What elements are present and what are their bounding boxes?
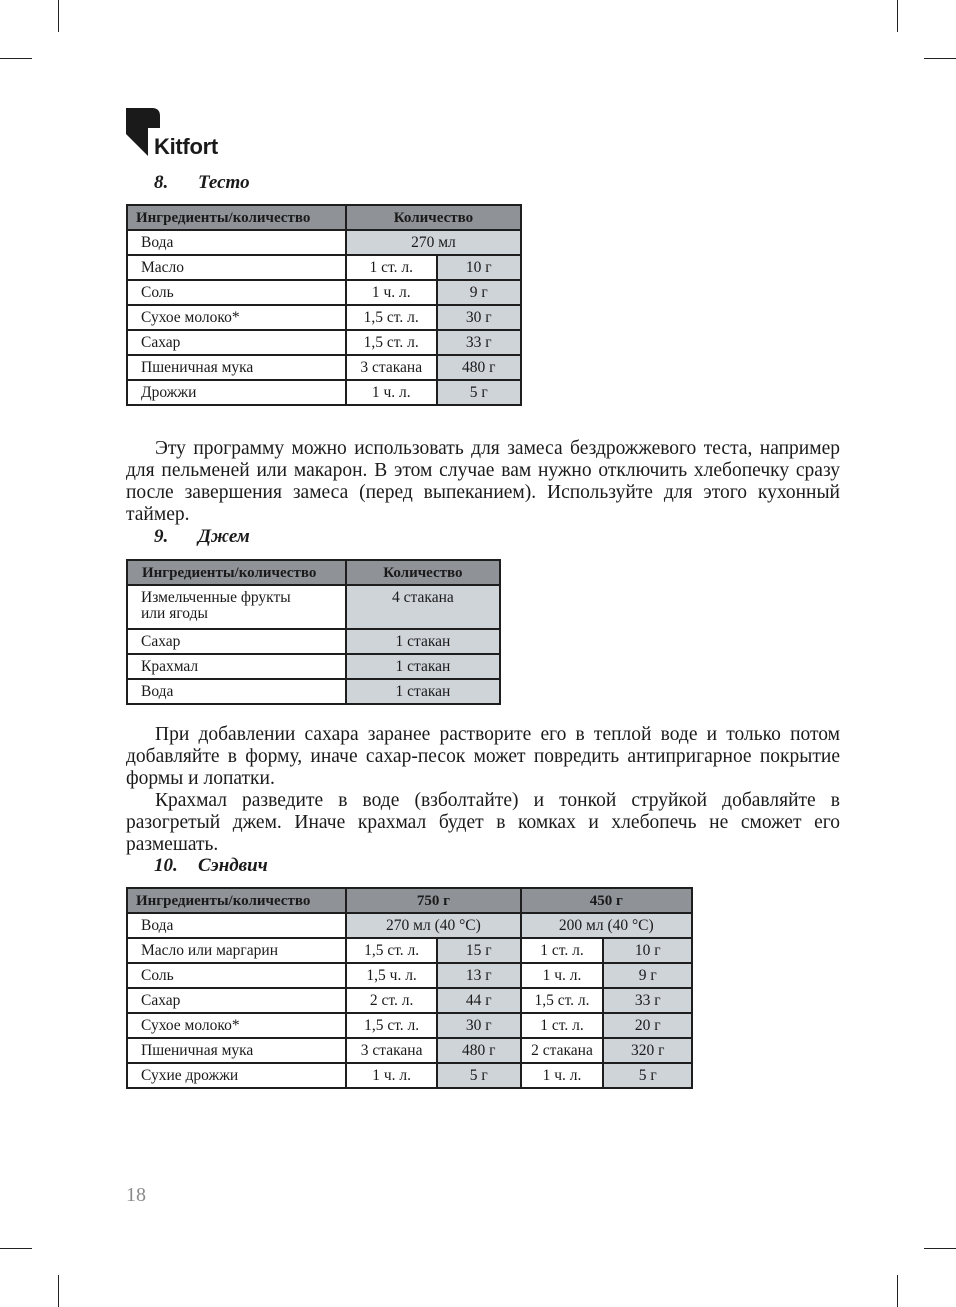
column-header: Ингредиенты/количество: [127, 560, 346, 585]
ingredient-name: Соль: [127, 280, 346, 305]
measure-cell: 1,5 ст. л.: [346, 938, 437, 963]
amount-cell: 1 стакан: [346, 654, 500, 679]
ingredient-name: Вода: [127, 679, 346, 704]
measure-cell: 1 ч. л.: [346, 280, 437, 305]
sandwich-table: [126, 887, 693, 1089]
section-number: 9.: [154, 526, 169, 547]
table-row: [127, 280, 521, 305]
amount-cell: 200 мл (40 °С): [521, 913, 692, 938]
amount-cell: 1 стакан: [346, 629, 500, 654]
ingredient-name: Соль: [127, 963, 346, 988]
ingredient-name: Сахар: [127, 330, 346, 355]
crop-mark: [58, 0, 59, 32]
ingredient-name: Сухое молоко*: [127, 1013, 346, 1038]
dough-table: [126, 204, 522, 406]
table-row: [127, 230, 521, 255]
section-name: Сэндвич: [198, 855, 268, 876]
weight-cell: 480 г: [437, 355, 521, 380]
measure-cell: 1,5 ст. л.: [346, 305, 437, 330]
weight-cell: 33 г: [603, 988, 692, 1013]
ingredient-name: Пшеничная мука: [127, 1038, 346, 1063]
amount-cell: 1 стакан: [346, 679, 500, 704]
measure-cell: 2 ст. л.: [346, 988, 437, 1013]
ingredient-name: Масло или маргарин: [127, 938, 346, 963]
ingredient-name: Вода: [127, 230, 346, 255]
weight-cell: 320 г: [603, 1038, 692, 1063]
measure-cell: 1,5 ч. л.: [346, 963, 437, 988]
weight-cell: 10 г: [437, 255, 521, 280]
section-number: 8.: [154, 172, 169, 193]
section-name: Тесто: [198, 172, 250, 193]
column-header: Количество: [346, 560, 500, 585]
measure-cell: 1 ч. л.: [346, 1063, 437, 1088]
crop-mark: [897, 1275, 898, 1307]
crop-mark: [0, 1248, 32, 1249]
measure-cell: 2 стакана: [521, 1038, 604, 1063]
table-row: [127, 629, 500, 654]
amount-cell: 270 мл: [346, 230, 521, 255]
table-header-row: [127, 205, 521, 230]
table-row: [127, 654, 500, 679]
weight-cell: 5 г: [437, 380, 521, 405]
weight-cell: 5 г: [437, 1063, 521, 1088]
column-header: Количество: [346, 205, 521, 230]
measure-cell: 1 ст. л.: [521, 938, 604, 963]
ingredient-name: Крахмал: [127, 654, 346, 679]
table-row: [127, 380, 521, 405]
column-header: 750 г: [346, 888, 520, 913]
measure-cell: 1 ст. л.: [521, 1013, 604, 1038]
weight-cell: 480 г: [437, 1038, 521, 1063]
ingredient-name: Сахар: [127, 629, 346, 654]
table-row: [127, 988, 692, 1013]
measure-cell: 1 ч. л.: [521, 963, 604, 988]
crop-mark: [897, 0, 898, 32]
ingredient-name: [127, 585, 346, 629]
table-header-row: [127, 888, 692, 913]
paragraph: Крахмал разведите в воде (взболтайте) и тонкой струйкой добавляйте в разогретый джем. Иначе крахмал будет в комках и хлебопечь не сможет его размешать.: [126, 790, 840, 855]
weight-cell: 30 г: [437, 1013, 521, 1038]
crop-mark: [0, 58, 32, 59]
weight-cell: 44 г: [437, 988, 521, 1013]
section-title-sandwich: [154, 855, 268, 877]
brand-name: Kitfort: [154, 134, 218, 159]
section-title-jam: [154, 526, 250, 548]
measure-cell: 1 ч. л.: [521, 1063, 604, 1088]
weight-cell: 5 г: [603, 1063, 692, 1088]
amount-cell: 4 стакана: [346, 585, 500, 629]
jam-table: [126, 559, 501, 705]
measure-cell: 1 ст. л.: [346, 255, 437, 280]
table-row: [127, 1013, 692, 1038]
table-row: [127, 913, 692, 938]
table-row: [127, 1038, 692, 1063]
column-header: Ингредиенты/количество: [127, 205, 346, 230]
ingredient-name: Сухие дрожжи: [127, 1063, 346, 1088]
page-number: 18: [126, 1184, 146, 1206]
table-row: [127, 1063, 692, 1088]
weight-cell: 20 г: [603, 1013, 692, 1038]
ingredient-name: Сухое молоко*: [127, 305, 346, 330]
table-row: [127, 255, 521, 280]
measure-cell: 1,5 ст. л.: [346, 1013, 437, 1038]
weight-cell: 13 г: [437, 963, 521, 988]
paragraph: При добавлении сахара заранее растворите его в теплой воде и только потом добавляйте в форму, иначе сахар-песок может повредить антипригарное покрытие формы и лопатки.: [126, 724, 840, 789]
ingredient-name: Сахар: [127, 988, 346, 1013]
weight-cell: 9 г: [603, 963, 692, 988]
table-row: [127, 963, 692, 988]
column-header: 450 г: [521, 888, 692, 913]
paragraph: Эту программу можно использовать для замеса бездрожжевого теста, например для пельменей или макарон. В этом случае вам нужно отключить хлебопечку сразу после завершения замеса (перед выпеканием). Используйте для этого кухонный таймер.: [126, 438, 840, 525]
table-row: [127, 679, 500, 704]
weight-cell: 33 г: [437, 330, 521, 355]
weight-cell: 9 г: [437, 280, 521, 305]
weight-cell: 10 г: [603, 938, 692, 963]
amount-cell: 270 мл (40 °С): [346, 913, 520, 938]
crop-mark: [924, 58, 956, 59]
measure-cell: 3 стакана: [346, 1038, 437, 1063]
ingredient-name: Пшеничная мука: [127, 355, 346, 380]
section-title-dough: [154, 172, 250, 194]
ingredient-name: Дрожжи: [127, 380, 346, 405]
table-header-row: [127, 560, 500, 585]
table-row: [127, 585, 500, 629]
table-row: [127, 305, 521, 330]
ingredient-name: Масло: [127, 255, 346, 280]
section-name: Джем: [198, 526, 250, 547]
section-number: 10.: [154, 855, 178, 876]
table-row: [127, 355, 521, 380]
crop-mark: [58, 1275, 59, 1307]
crop-mark: [924, 1248, 956, 1249]
ingredient-name: Вода: [127, 913, 346, 938]
measure-cell: 1 ч. л.: [346, 380, 437, 405]
column-header: Ингредиенты/количество: [127, 888, 346, 913]
weight-cell: 30 г: [437, 305, 521, 330]
weight-cell: 15 г: [437, 938, 521, 963]
ingredient-name-line: Измельченные фрукты: [141, 589, 291, 606]
table-row: [127, 938, 692, 963]
measure-cell: 3 стакана: [346, 355, 437, 380]
table-row: [127, 330, 521, 355]
measure-cell: 1,5 ст. л.: [346, 330, 437, 355]
ingredient-name-line: или ягоды: [141, 605, 208, 622]
measure-cell: 1,5 ст. л.: [521, 988, 604, 1013]
